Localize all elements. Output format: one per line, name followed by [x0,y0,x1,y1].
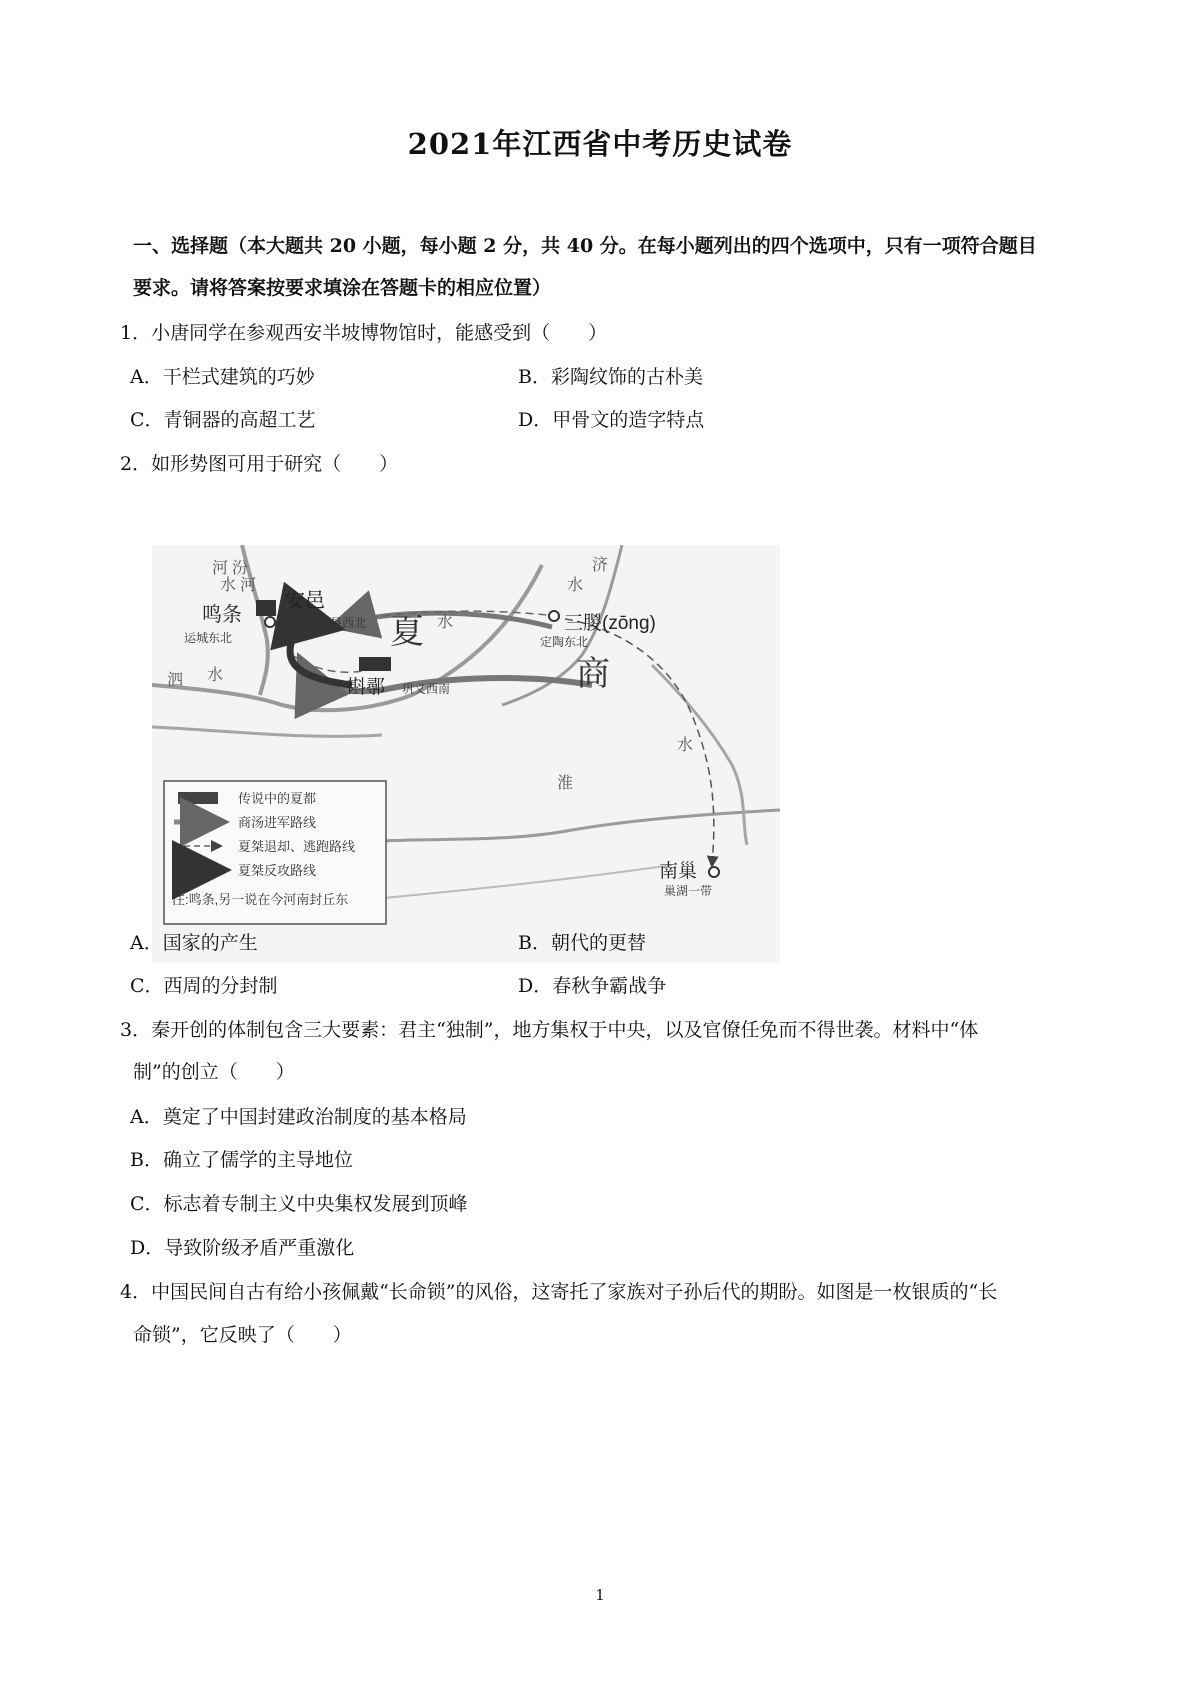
label-zhenxun-sub: 巩义西南 [402,682,451,696]
question-1-option-b: B．彩陶纹饰的古朴美 [518,366,703,388]
question-2-option-b: B．朝代的更替 [518,932,646,954]
question-2-option-d: D．春秋争霸战争 [518,975,667,997]
legend-note: 注:鸣条,另一说在今河南封丘东 [172,892,349,907]
zhenxun-capital-marker [359,657,391,671]
label-mingtiao-sub: 运城东北 [184,631,233,645]
river-label-si: 泗 [167,670,184,689]
question-3-stem-line1: 3．秦开创的体制包含三大要素：君主“独制”，地方集权于中央，以及官僚任免而不得世袭。材料中“体 [120,1019,979,1041]
section-heading-line2: 要求。请将答案按要求填涂在答题卡的相应位置） [133,277,552,299]
question-1-option-a: A．干栏式建筑的巧妙 [130,366,315,388]
question-2-option-a: A．国家的产生 [130,932,258,954]
river-label-shui-3: 水 [437,612,454,631]
label-anyi-sub: 夏县西北 [318,616,367,630]
question-4-stem-line1: 4．中国民间自古有给小孩佩戴“长命锁”的风俗，这寄托了家族对子孙后代的期盼。如图是一枚银质的“长 [120,1281,998,1303]
river-label-fen: 汾 [232,558,249,577]
legend-capital-label: 传说中的夏都 [238,791,317,806]
river-label-shui-4: 水 [207,665,224,684]
label-xia: 夏 [390,613,424,651]
legend-capital-symbol [178,792,218,804]
question-1-option-d: D．甲骨文的造字特点 [518,409,705,431]
river-label-shui-2: 水 [567,575,584,594]
question-4-stem-line2: 命锁”，它反映了（ ） [133,1324,352,1346]
question-3-option-c: C．标志着专制主义中央集权发展到顶峰 [130,1193,468,1215]
anyi-marker [265,617,275,627]
question-1-stem: 1．小唐同学在参观西安半坡博物馆时，能感受到（ ） [120,322,608,344]
label-mingtiao: 鸣条 [202,604,242,626]
river-label-huai: 淮 [557,773,574,792]
label-anyi: 安邑 [285,590,325,612]
label-nanchao: 南巢 [659,861,698,882]
question-3-option-b: B．确立了儒学的主导地位 [130,1149,353,1171]
sanzong-marker [549,611,559,621]
nanchao-marker [709,867,719,877]
label-shang: 商 [576,655,610,693]
label-sanzong-sub: 定陶东北 [540,635,589,649]
river-label-shui-1: 水 [220,575,237,594]
legend-counterattack-label: 夏桀反攻路线 [238,863,317,878]
section-heading-line1: 一、选择题（本大题共 20 小题，每小题 2 分，共 40 分。在每小题列出的四个选项中，只有一项符合题目 [133,235,1037,257]
river-label-he-2: 河 [240,575,257,594]
label-sanzong: 三朡(zōng) [564,613,656,634]
river-label-ji: 济 [592,555,609,574]
river-label-he: 河 [212,558,229,577]
question-3-stem-line2: 制”的创立（ ） [133,1061,295,1083]
question-2-option-c: C．西周的分封制 [130,975,278,997]
question-3-option-a: A．奠定了中国封建政治制度的基本格局 [130,1106,467,1128]
xia-shang-situation-map [152,545,780,963]
label-zhenxun: 斟鄩 [347,677,386,698]
river-label-shui-5: 水 [677,735,694,754]
question-2-stem: 2．如形势图可用于研究（ ） [120,453,399,475]
paper-title: 2021年江西省中考历史试卷 [407,127,793,161]
legend-retreat-label: 夏桀退却、逃跑路线 [238,839,356,854]
label-nanchao-sub: 巢湖一带 [664,884,713,898]
legend-advance-label: 商汤进军路线 [238,815,317,830]
question-1-option-c: C．青铜器的高超工艺 [130,409,316,431]
page-number: 1 [595,1586,605,1604]
question-3-option-d: D．导致阶级矛盾严重激化 [130,1237,355,1259]
mingtiao-marker [256,600,276,616]
